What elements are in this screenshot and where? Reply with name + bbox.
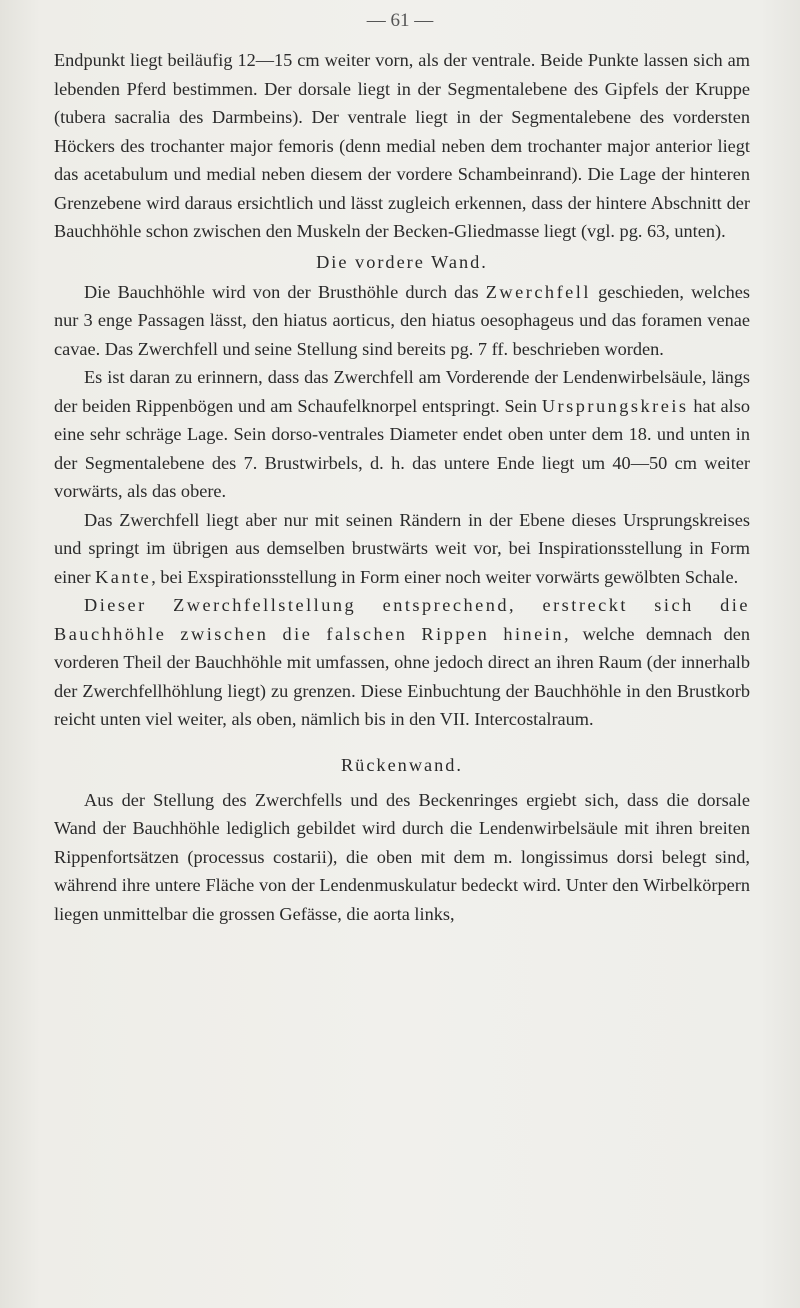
section-heading-rueckenwand: Rückenwand. [340, 754, 463, 775]
paragraph-6: Aus der Stellung des Zwerchfells und des Beckenringes ergiebt sich, dass die dorsale Wand der Bauchhöhle lediglich gebildet wird durch die Lendenwirbelsäule mit ihren breiten Rippenfortsätzen (processus costarii), die oben mit dem m. longissimus dorsi belegt sind, während ihre untere Fläche von der Lendenmuskulatur bedeckt wird. Unter den Wirbelkörpern liegen unmittelbar die grossen Gefässe, die aorta links, [54, 789, 750, 924]
paragraph-2-text-a: Die Bauchhöhle wird von der Brusthöhle durch das [84, 281, 486, 302]
paragraph-5-text-b: welche demnach den vorderen Theil der Bauchhöhle mit umfassen, ohne jedoch direct an ihren Raum (der innerhalb der Zwerchfellhöhlung liegt) zu grenzen. Diese Einbuchtung der Bauchhöhle in den Brustkorb reicht unten viel weiter, als oben, nämlich bis in den VII. Intercostalraum. [54, 623, 750, 729]
page-number: — 61 — [366, 10, 434, 31]
page-body [54, 46, 750, 928]
paragraph-5 [54, 591, 750, 734]
paragraph-4-text-c: , bei Exspirationsstellung in Form einer noch weiter vorwärts gewölbten Schale. [151, 566, 739, 587]
paragraph-4 [54, 506, 750, 592]
term-kante: Kante [95, 566, 152, 587]
section-heading-vordere-wand: Die vordere Wand. [316, 251, 488, 272]
paragraph-1: Endpunkt liegt beiläufig 12—15 cm weiter vorn, als der ventrale. Beide Punkte lassen sich am lebenden Pferd bestimmen. Der dorsale liegt in der Segmentalebene des Gipfels der Kruppe (tubera sacralia des Darmbeins). Der ventrale liegt in der Segmentalebene des vordersten Höckers des trochanter major femoris (denn medial neben dem trochanter major anterior liegt das acetabulum und medial neben diesem der vordere Schambeinrand). Die Lage der hinteren Grenzebene wird daraus ersichtlich und lässt zugleich erkennen, dass der hintere Abschnitt der Bauchhöhle schon zwischen den Muskeln der Becken-Gliedmasse liegt (vgl. pg. 63, unten). [54, 50, 750, 241]
term-ursprungskreis: Ursprungskreis [541, 395, 689, 416]
paragraph-3 [54, 363, 750, 506]
paragraph-3-text-c: hat also eine sehr schräge Lage. Sein dorso-ventrales Diameter endet oben unter dem 18. und unten in der Segmentalebene des 7. Brustwirbels, d. h. das untere Ende liegt um 40—50 cm weiter vorwärts, als das obere. [54, 395, 750, 501]
term-zwerchfell: Zwerchfell [485, 281, 591, 302]
paragraph-4-text-a: Das Zwerchfell liegt aber nur mit seinen Rändern in der Ebene dieses Ursprungskreises und springt im übrigen aus demselben brustwärts weit vor, bei Inspirationsstellung in Form einer [54, 509, 750, 587]
paragraph-2 [54, 278, 750, 364]
paragraph-2-text-c: geschieden, welches nur 3 enge Passagen lässt, den hiatus aorticus, den hiatus oesophageus und das foramen venae cavae. Das Zwerchfell und seine Stellung sind bereits pg. 7 ff. beschrieben worden. [54, 281, 750, 359]
paragraph-3-text-a: Es ist daran zu erinnern, dass das Zwerchfell am Vorderende der Lendenwirbelsäule, längs der beiden Rippenbögen und am Schaufelknorpel entspringt. Sein [54, 367, 750, 416]
paragraph-5-emphasis: Dieser Zwerchfellstellung entsprechend, erstreckt sich die Bauchhöhle zwischen die falschen Rippen hinein, [54, 595, 750, 644]
